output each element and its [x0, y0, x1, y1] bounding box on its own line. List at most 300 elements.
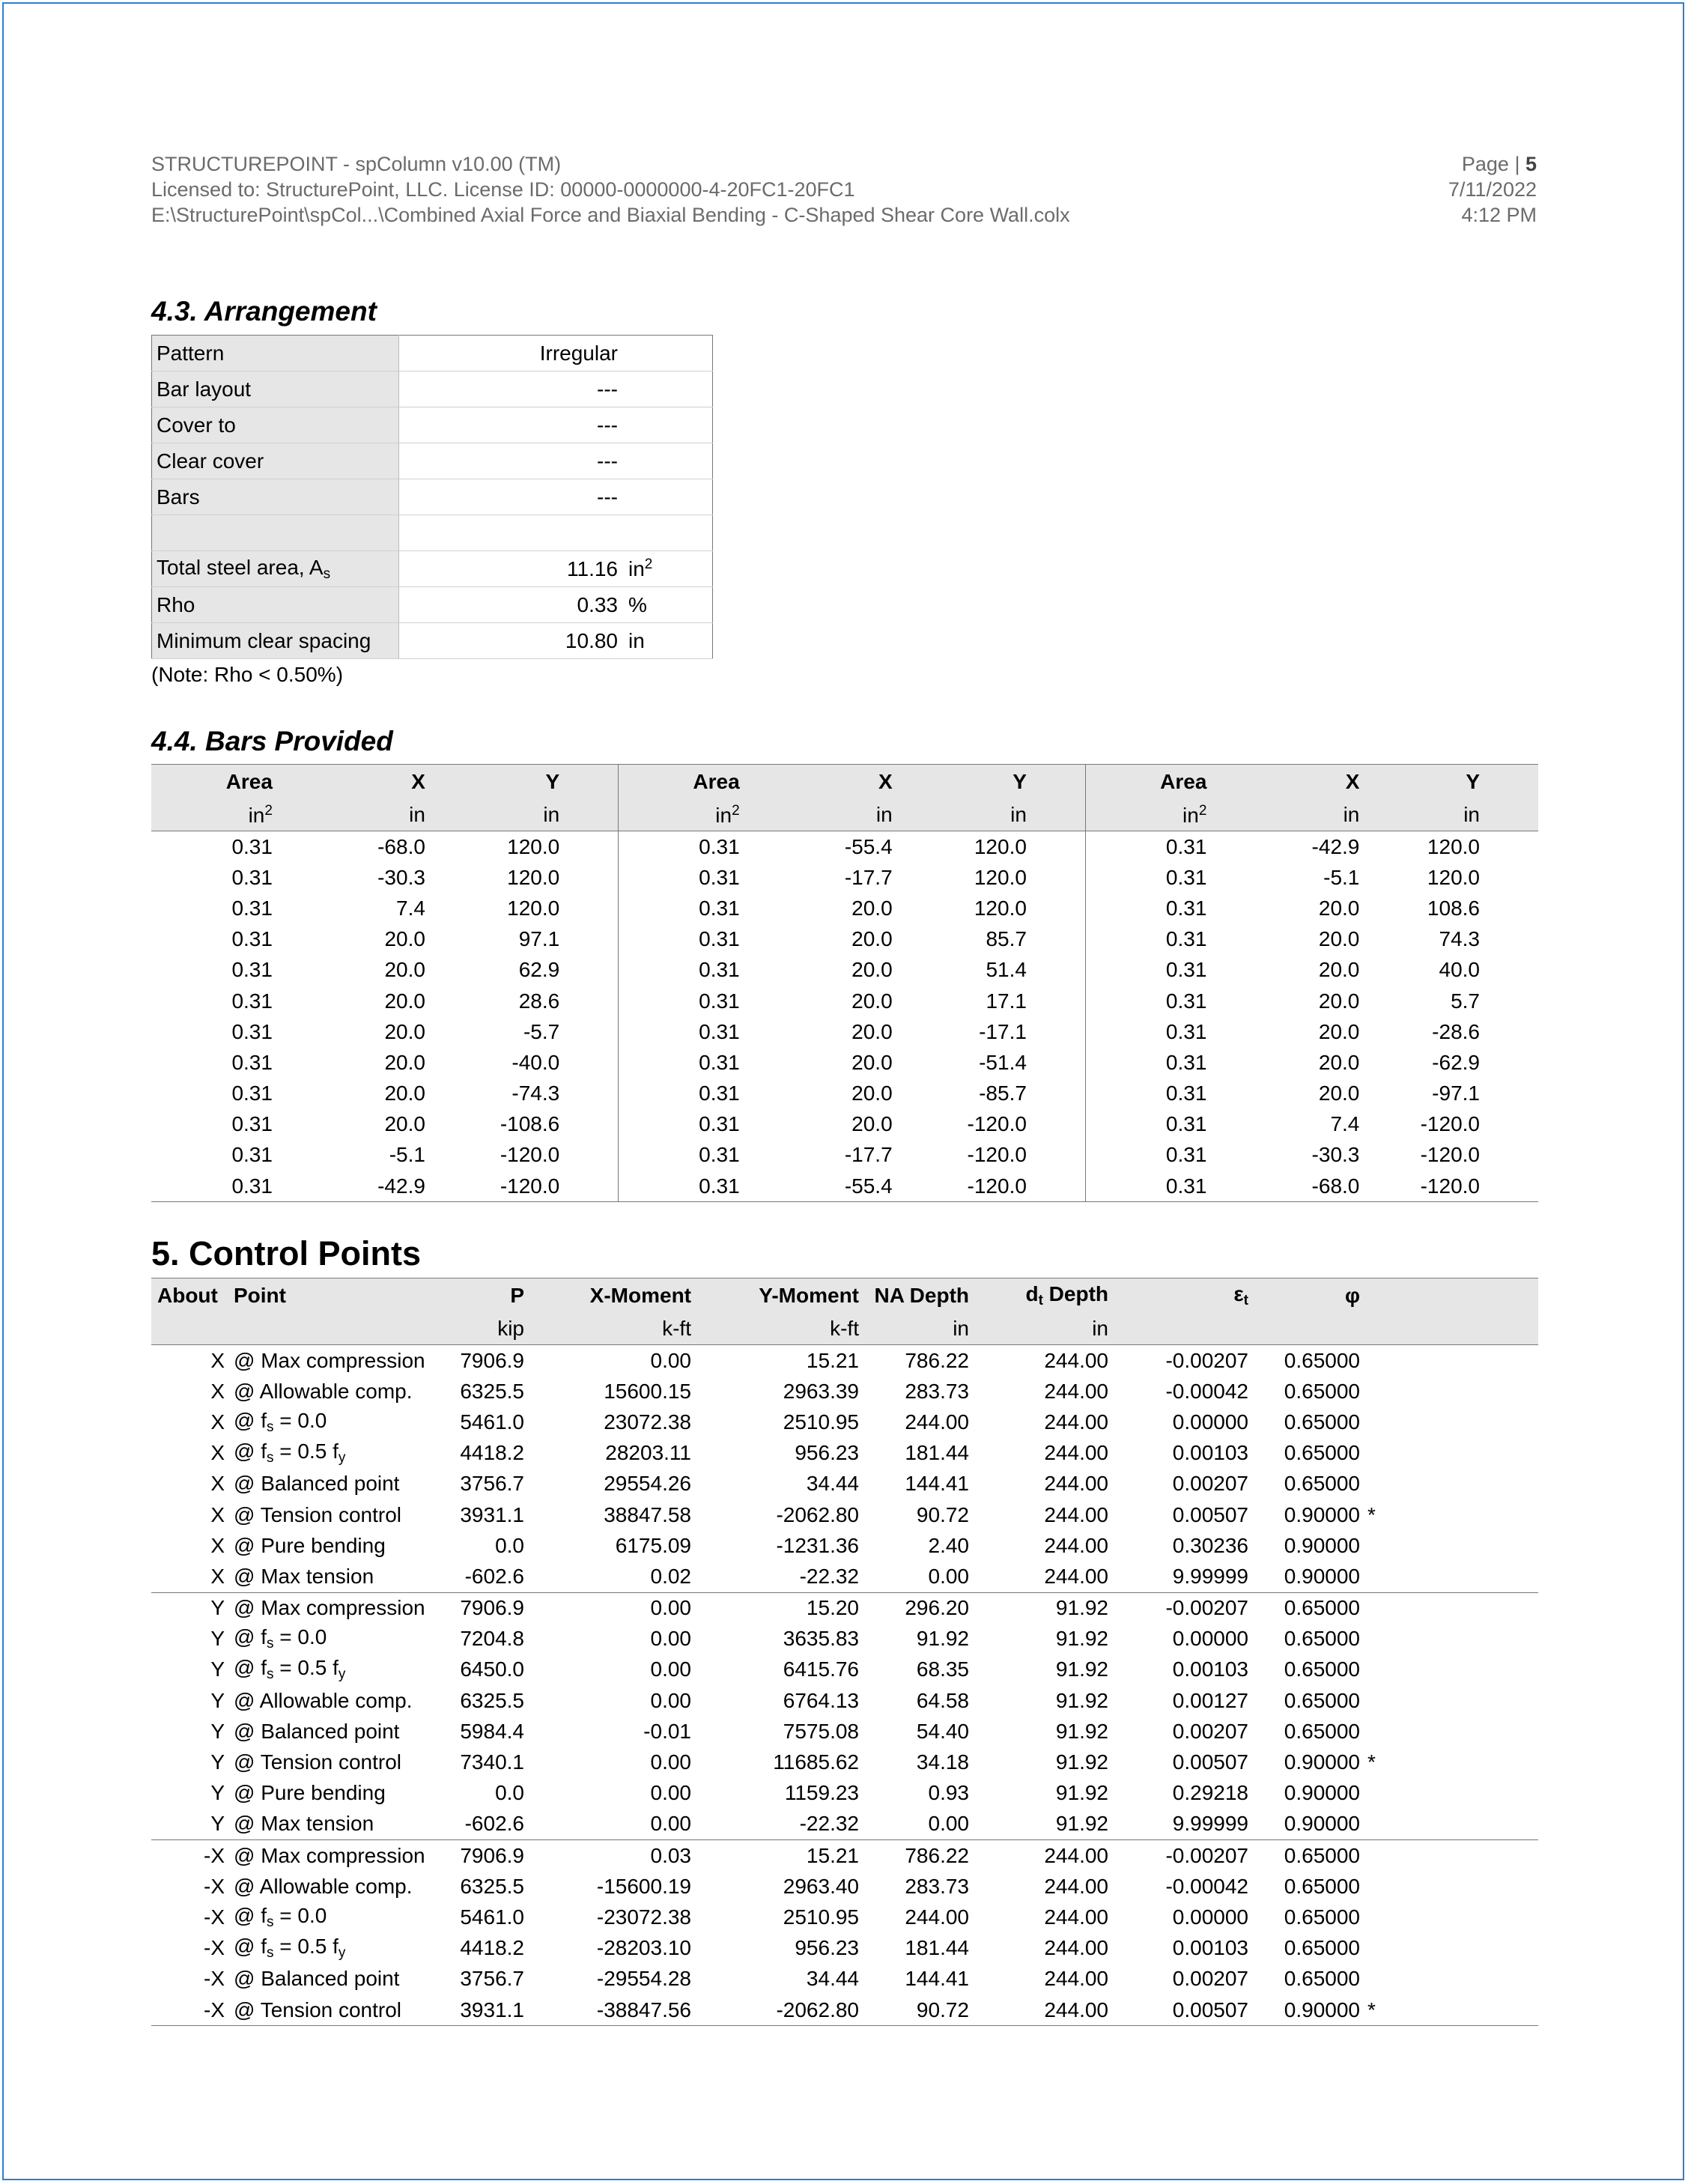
bars-cell: 0.31 [699, 1143, 740, 1167]
bars-unit-y [425, 799, 619, 831]
bars-cell: 0.31 [1165, 865, 1207, 889]
bars-cell: 20.0 [384, 958, 425, 982]
arrangement-unit [628, 515, 713, 551]
value-na-depth: 283.73 [905, 1379, 969, 1403]
bars-cell: 0.31 [699, 927, 740, 951]
bars-cell: 40.0 [1439, 958, 1480, 982]
bars-cell: 0.31 [1165, 1050, 1207, 1074]
bars-cell: 0.31 [1165, 1112, 1207, 1136]
control-point-row [151, 1964, 1538, 1995]
value-dt-depth: 244.00 [969, 1995, 1108, 2026]
arrangement-row [152, 371, 713, 407]
bars-header-x: X [1221, 765, 1359, 800]
value-phi: 0.90000 [1284, 1781, 1360, 1805]
control-point-row [151, 1747, 1538, 1777]
arrangement-unit [628, 371, 713, 407]
value-epsilon-t: 0.00000 [1172, 1905, 1248, 1929]
point-text: @ Allowable comp. [234, 1379, 413, 1403]
value-x-moment: 23072.38 [604, 1410, 691, 1434]
value-phi: 0.90000 [1284, 1812, 1360, 1836]
header-license: Licensed to: StructurePoint, LLC. License ID: 00000-0000000-4-20FC1-20FC1 [151, 178, 855, 201]
value-p: 3756.7 [460, 1967, 524, 1991]
control-point-row [151, 1840, 1538, 1872]
unit-blank [1248, 1313, 1360, 1345]
value-p: 6325.5 [460, 1688, 524, 1712]
bars-cell: 0.31 [1165, 1019, 1207, 1043]
arrangement-row [152, 515, 713, 551]
value-epsilon-t: -0.00042 [1165, 1874, 1248, 1898]
bars-cell: 0.31 [1165, 1082, 1207, 1105]
document-header-left [151, 151, 1070, 228]
bars-cell: -55.4 [844, 834, 893, 858]
bars-cell: 20.0 [851, 927, 893, 951]
value-p: 4418.2 [460, 1936, 524, 1960]
bars-cell: 20.0 [851, 989, 893, 1013]
about-axis: X [210, 1472, 225, 1496]
bars-cell: 0.31 [231, 834, 273, 858]
about-axis: Y [210, 1688, 225, 1712]
value-na-depth: 34.18 [916, 1750, 969, 1774]
bars-row [151, 862, 1538, 893]
point-text: @ Balanced point [234, 1967, 400, 1991]
arrangement-unit [628, 551, 713, 587]
bars-row [151, 1140, 1538, 1171]
header-point: Point [225, 1278, 389, 1314]
bars-unit-text: in [248, 803, 265, 827]
arrangement-label [152, 443, 399, 479]
value-na-depth: 90.72 [916, 1502, 969, 1526]
bars-cell: -97.1 [1432, 1082, 1480, 1105]
value-p: 5984.4 [460, 1719, 524, 1743]
point-text-tail: = 0.5 f [273, 1935, 338, 1959]
bars-cell: 20.0 [851, 1082, 893, 1105]
bars-cell: 0.31 [699, 1082, 740, 1105]
bars-header-area: Area [1085, 765, 1221, 800]
value-x-moment: 6175.09 [615, 1533, 691, 1557]
bars-cell: 20.0 [384, 1112, 425, 1136]
header-file-path: E:\StructurePoint\spCol...\Combined Axial Force and Biaxial Bending - C-Shaped Shear Core Wall.colx [151, 204, 1070, 226]
control-point-row [151, 1376, 1538, 1407]
about-axis: Y [210, 1812, 225, 1836]
value-y-moment: 3635.83 [783, 1627, 859, 1651]
tension-control-marker [1360, 1685, 1538, 1716]
point-text: @ Allowable comp. [234, 1688, 413, 1712]
point-text-tail: = 0.0 [273, 1903, 327, 1927]
value-x-moment: -29554.28 [596, 1967, 691, 1991]
bars-cell: 0.31 [231, 896, 273, 920]
unit-dt-depth: in [969, 1313, 1108, 1345]
point-text: @ Max tension [234, 1812, 374, 1836]
value-p: -602.6 [464, 1564, 524, 1588]
point-subscript: y [338, 1945, 346, 1962]
value-p: 0.0 [495, 1533, 524, 1557]
control-point-row [151, 1809, 1538, 1840]
control-units-row [151, 1313, 1538, 1345]
value-epsilon-t: 0.00207 [1172, 1472, 1248, 1496]
value-epsilon-t: 0.29218 [1172, 1781, 1248, 1805]
bars-cell: 74.3 [1439, 927, 1480, 951]
value-p: 5461.0 [460, 1410, 524, 1434]
bars-cell: -17.7 [844, 1143, 893, 1167]
bars-cell: 20.0 [1318, 989, 1360, 1013]
bars-unit-y [893, 799, 1086, 831]
value-y-moment: 7575.08 [783, 1719, 859, 1743]
value-phi: 0.90000 [1284, 1564, 1360, 1588]
header-time: 4:12 PM [1461, 204, 1537, 226]
bars-cell: -5.1 [1323, 865, 1360, 889]
point-name [225, 1964, 400, 1995]
value-p: 6450.0 [460, 1657, 524, 1681]
arrangement-label [152, 515, 399, 551]
point-text: @ Allowable comp. [234, 1874, 413, 1898]
control-point-row [151, 1438, 1538, 1469]
unit-superscript: 2 [732, 802, 740, 819]
value-na-depth: 0.93 [928, 1781, 969, 1805]
bars-cell: -5.7 [425, 1016, 619, 1047]
bars-cell: -120.0 [425, 1140, 619, 1171]
tension-control-marker [1360, 1840, 1538, 1872]
value-dt-depth: 244.00 [1044, 1564, 1108, 1588]
value-dt-depth: 91.92 [1055, 1627, 1108, 1651]
arrangement-row [152, 336, 713, 371]
bars-cell: 0.31 [699, 896, 740, 920]
bars-cell: -17.7 [844, 865, 893, 889]
control-point-row [151, 1469, 1538, 1499]
about-axis: -X [204, 1967, 225, 1991]
bars-provided-table [151, 764, 1538, 1202]
value-p: 6325.5 [460, 1379, 524, 1403]
bars-cell: -120.0 [1420, 1112, 1480, 1136]
about-axis: Y [210, 1750, 225, 1774]
value-phi: 0.65000 [1284, 1472, 1360, 1496]
arrangement-label-text: Bar layout [157, 377, 252, 401]
bars-cell: -68.0 [1221, 1171, 1359, 1202]
bars-cell: 51.4 [893, 955, 1086, 986]
value-epsilon-t: 0.00507 [1108, 1995, 1248, 2026]
bars-cell: 0.31 [699, 1019, 740, 1043]
point-name [225, 1469, 400, 1499]
arrangement-label-text: Bars [157, 485, 200, 509]
arrangement-table [151, 335, 713, 659]
bars-cell: 120.0 [1427, 865, 1480, 889]
value-dt-depth: 244.00 [1044, 1348, 1108, 1372]
bars-cell: 120.0 [1427, 834, 1480, 858]
about-axis: Y [151, 1592, 225, 1624]
point-text: @ f [234, 1440, 267, 1463]
header-dt-depth [969, 1278, 1108, 1314]
arrangement-unit-text: % [628, 592, 647, 616]
value-epsilon-t: 0.00127 [1172, 1688, 1248, 1712]
point-subscript: s [266, 1450, 274, 1466]
arrangement-label-text: Pattern [157, 341, 225, 365]
arrangement-label-text: Rho [157, 592, 195, 616]
value-phi: 0.65000 [1284, 1688, 1360, 1712]
about-axis: -X [151, 1840, 225, 1872]
bars-cell: 20.0 [1318, 896, 1360, 920]
bars-cell: 0.31 [699, 834, 740, 858]
unit-x-moment: k-ft [524, 1313, 691, 1345]
bars-cell: -108.6 [425, 1109, 619, 1140]
control-point-row [151, 1499, 1538, 1530]
bars-unit-x [1221, 799, 1359, 831]
value-epsilon-t: 0.00507 [1172, 1750, 1248, 1774]
value-dt-depth: 244.00 [1044, 1533, 1108, 1557]
bars-cell: 20.0 [851, 1112, 893, 1136]
bars-cell: 120.0 [425, 831, 619, 863]
arrangement-row [152, 479, 713, 515]
bars-unit-x [755, 799, 893, 831]
value-dt-depth: 244.00 [969, 1840, 1108, 1872]
bars-row [151, 1016, 1538, 1047]
bars-cell: -85.7 [893, 1079, 1086, 1109]
value-dt-depth: 244.00 [1044, 1874, 1108, 1898]
arrangement-value: --- [399, 479, 629, 515]
value-phi: 0.65000 [1284, 1348, 1360, 1372]
value-dt-depth: 91.92 [1055, 1750, 1108, 1774]
tension-control-marker [1360, 1902, 1538, 1932]
value-y-moment: 6415.76 [783, 1657, 859, 1681]
point-name [225, 1933, 389, 1964]
bars-cell: 97.1 [425, 924, 619, 955]
unit-blank [1108, 1313, 1248, 1345]
value-y-moment: 34.44 [806, 1967, 859, 1991]
point-name [225, 1438, 389, 1469]
point-name [225, 1530, 389, 1561]
bars-units-row [151, 799, 1538, 831]
value-epsilon-t: 0.00103 [1172, 1936, 1248, 1960]
bars-row [151, 1109, 1538, 1140]
bars-row [151, 831, 1538, 863]
value-x-moment: -28203.10 [596, 1936, 691, 1960]
arrangement-row [152, 587, 713, 623]
value-epsilon-t: 0.00207 [1172, 1967, 1248, 1991]
point-name [225, 1809, 389, 1840]
value-x-moment: -38847.56 [524, 1995, 691, 2026]
section-title-bars-provided: 4.4. Bars Provided [151, 726, 393, 756]
bars-cell: 0.31 [1165, 1143, 1207, 1167]
bars-cell: 20.0 [1318, 958, 1360, 982]
value-p: 5461.0 [460, 1905, 524, 1929]
point-name [225, 1747, 402, 1777]
value-na-depth: 786.22 [905, 1348, 969, 1372]
value-na-depth: 244.00 [905, 1410, 969, 1434]
about-axis: X [210, 1441, 225, 1465]
control-point-row [151, 1592, 1538, 1624]
value-na-depth: 296.20 [859, 1592, 969, 1624]
value-dt-depth: 91.92 [1055, 1657, 1108, 1681]
tension-control-marker [1360, 1561, 1538, 1592]
value-dt-depth: 244.00 [1044, 1936, 1108, 1960]
value-dt-depth: 244.00 [1044, 1967, 1108, 1991]
bars-header-y: Y [893, 765, 1086, 800]
value-p: 3931.1 [389, 1995, 524, 2026]
arrangement-label-text: Cover to [157, 413, 236, 437]
control-point-row [151, 1561, 1538, 1592]
arrangement-label [152, 551, 399, 587]
value-na-depth: 181.44 [905, 1441, 969, 1465]
value-y-moment: 11685.62 [773, 1750, 859, 1774]
value-y-moment: 956.23 [795, 1441, 859, 1465]
control-point-row [151, 1345, 1538, 1377]
bars-cell: 120.0 [893, 831, 1086, 863]
value-epsilon-t: 9.99999 [1172, 1812, 1248, 1836]
bars-cell: -30.3 [1311, 1143, 1360, 1167]
page-number: 5 [1525, 153, 1537, 175]
tension-control-marker [1360, 1964, 1538, 1995]
bars-cell: 20.0 [1318, 1050, 1360, 1074]
unit-blank [1360, 1313, 1538, 1345]
arrangement-label-text: Clear cover [157, 449, 264, 473]
control-points-table [151, 1278, 1538, 2026]
value-phi: 0.90000 [1248, 1995, 1360, 2026]
header-date: 7/11/2022 [1448, 178, 1537, 201]
value-x-moment: 29554.26 [604, 1472, 691, 1496]
control-point-row [151, 1530, 1538, 1561]
value-dt-depth: 244.00 [1044, 1441, 1108, 1465]
value-p: 0.0 [495, 1781, 524, 1805]
control-point-row [151, 1995, 1538, 2026]
bars-unit-area [619, 799, 755, 831]
point-text: @ Max compression [234, 1843, 425, 1867]
value-y-moment: 2963.39 [783, 1379, 859, 1403]
bars-unit-text: in [875, 803, 893, 826]
about-axis: -X [204, 1905, 225, 1929]
tension-control-marker [1360, 1469, 1538, 1499]
value-phi: 0.90000 [1284, 1502, 1360, 1526]
header-blank [1360, 1278, 1538, 1314]
bars-cell: -120.0 [425, 1171, 619, 1202]
bars-row [151, 893, 1538, 923]
point-text-tail: = 0.0 [273, 1408, 327, 1432]
control-point-row [151, 1407, 1538, 1437]
value-y-moment: 6764.13 [783, 1688, 859, 1712]
value-x-moment: 0.03 [524, 1840, 691, 1872]
document-header-right [1448, 151, 1537, 228]
arrangement-unit [628, 623, 713, 659]
control-point-row [151, 1871, 1538, 1902]
value-dt-depth: 244.00 [1044, 1410, 1108, 1434]
point-name [225, 1407, 389, 1437]
value-phi: 0.65000 [1284, 1627, 1360, 1651]
bars-cell: 5.7 [1451, 989, 1480, 1013]
value-y-moment: -22.32 [799, 1812, 859, 1836]
bars-header-x: X [755, 765, 893, 800]
bars-cell: -42.9 [288, 1171, 425, 1202]
value-phi: 0.65000 [1284, 1936, 1360, 1960]
bars-unit-area [1085, 799, 1221, 831]
bars-cell: 0.31 [231, 1050, 273, 1074]
bars-unit-area [151, 799, 288, 831]
arrangement-unit [628, 479, 713, 515]
bars-cell: -40.0 [425, 1047, 619, 1078]
about-axis: -X [204, 1936, 225, 1960]
value-phi: 0.90000 [1284, 1750, 1360, 1774]
header-y-moment: Y-Moment [691, 1278, 859, 1314]
point-text: @ f [234, 1408, 267, 1432]
bars-cell: 0.31 [231, 865, 273, 889]
unit-blank [225, 1313, 389, 1345]
value-phi: 0.65000 [1284, 1410, 1360, 1434]
value-x-moment: 0.00 [650, 1812, 691, 1836]
bars-cell: 17.1 [893, 986, 1086, 1016]
value-phi: 0.65000 [1284, 1657, 1360, 1681]
value-dt-depth: 244.00 [1044, 1905, 1108, 1929]
value-y-moment: 34.44 [806, 1472, 859, 1496]
section-title-arrangement: 4.3. Arrangement [151, 296, 377, 327]
arrangement-label [152, 336, 399, 371]
point-text: @ Max tension [234, 1564, 374, 1588]
value-phi: 0.65000 [1284, 1719, 1360, 1743]
bars-header-x: X [288, 765, 425, 800]
value-epsilon-t: -0.00207 [1108, 1592, 1248, 1624]
arrangement-value: 11.16 [399, 551, 629, 587]
tension-control-marker [1360, 1376, 1538, 1407]
bars-unit-text: in [543, 803, 560, 826]
point-subscript: s [266, 1945, 274, 1962]
bars-cell: 0.31 [1165, 896, 1207, 920]
control-point-row [151, 1902, 1538, 1932]
value-dt-depth: 91.92 [1055, 1719, 1108, 1743]
arrangement-label [152, 587, 399, 623]
point-text: @ f [234, 1903, 267, 1927]
about-axis: X [210, 1533, 225, 1557]
point-text: @ f [234, 1656, 267, 1680]
unit-y-moment: k-ft [691, 1313, 859, 1345]
bars-unit-text: in [409, 803, 425, 826]
value-y-moment: 2510.95 [783, 1410, 859, 1434]
value-y-moment: 2510.95 [783, 1905, 859, 1929]
about-axis: Y [210, 1781, 225, 1805]
bars-cell: 20.0 [851, 1050, 893, 1074]
point-name [225, 1685, 413, 1716]
tension-control-marker: * [1360, 1995, 1538, 2026]
bars-header-area: Area [619, 765, 755, 800]
bars-cell: -30.3 [377, 865, 425, 889]
point-text: @ Tension control [234, 1502, 402, 1526]
tension-control-marker: * [1367, 1750, 1376, 1774]
bars-cell: 0.31 [1085, 1171, 1221, 1202]
point-name [225, 1654, 389, 1685]
value-na-depth: 90.72 [859, 1995, 969, 2026]
value-epsilon-t: 0.30236 [1172, 1533, 1248, 1557]
bars-cell: 7.4 [396, 896, 425, 920]
control-header-row [151, 1278, 1538, 1314]
point-subscript: s [266, 1666, 274, 1683]
bars-cell: -62.9 [1432, 1050, 1480, 1074]
tension-control-marker [1360, 1530, 1538, 1561]
point-name [225, 1624, 389, 1654]
value-y-moment: 15.21 [691, 1840, 859, 1872]
bars-cell: 120.0 [425, 862, 619, 893]
bars-cell: 7.4 [1330, 1112, 1360, 1136]
value-y-moment: -2062.80 [776, 1502, 859, 1526]
bars-cell: 0.31 [231, 989, 273, 1013]
bars-cell: 0.31 [1165, 927, 1207, 951]
page-number-line [1448, 151, 1537, 177]
bars-cell: -120.0 [1359, 1171, 1538, 1202]
point-name [225, 1995, 402, 2026]
bars-cell: 0.31 [699, 958, 740, 982]
bars-unit-text: in [1010, 803, 1027, 826]
dt-subscript: t [1038, 1293, 1043, 1308]
bars-cell: 20.0 [1318, 1082, 1360, 1105]
unit-p: kip [389, 1313, 524, 1345]
tension-control-marker [1360, 1809, 1538, 1840]
bars-cell: 0.31 [699, 1112, 740, 1136]
tension-control-marker: * [1367, 1502, 1376, 1526]
bars-cell: 0.31 [699, 1050, 740, 1074]
value-p: 7906.9 [460, 1348, 524, 1372]
